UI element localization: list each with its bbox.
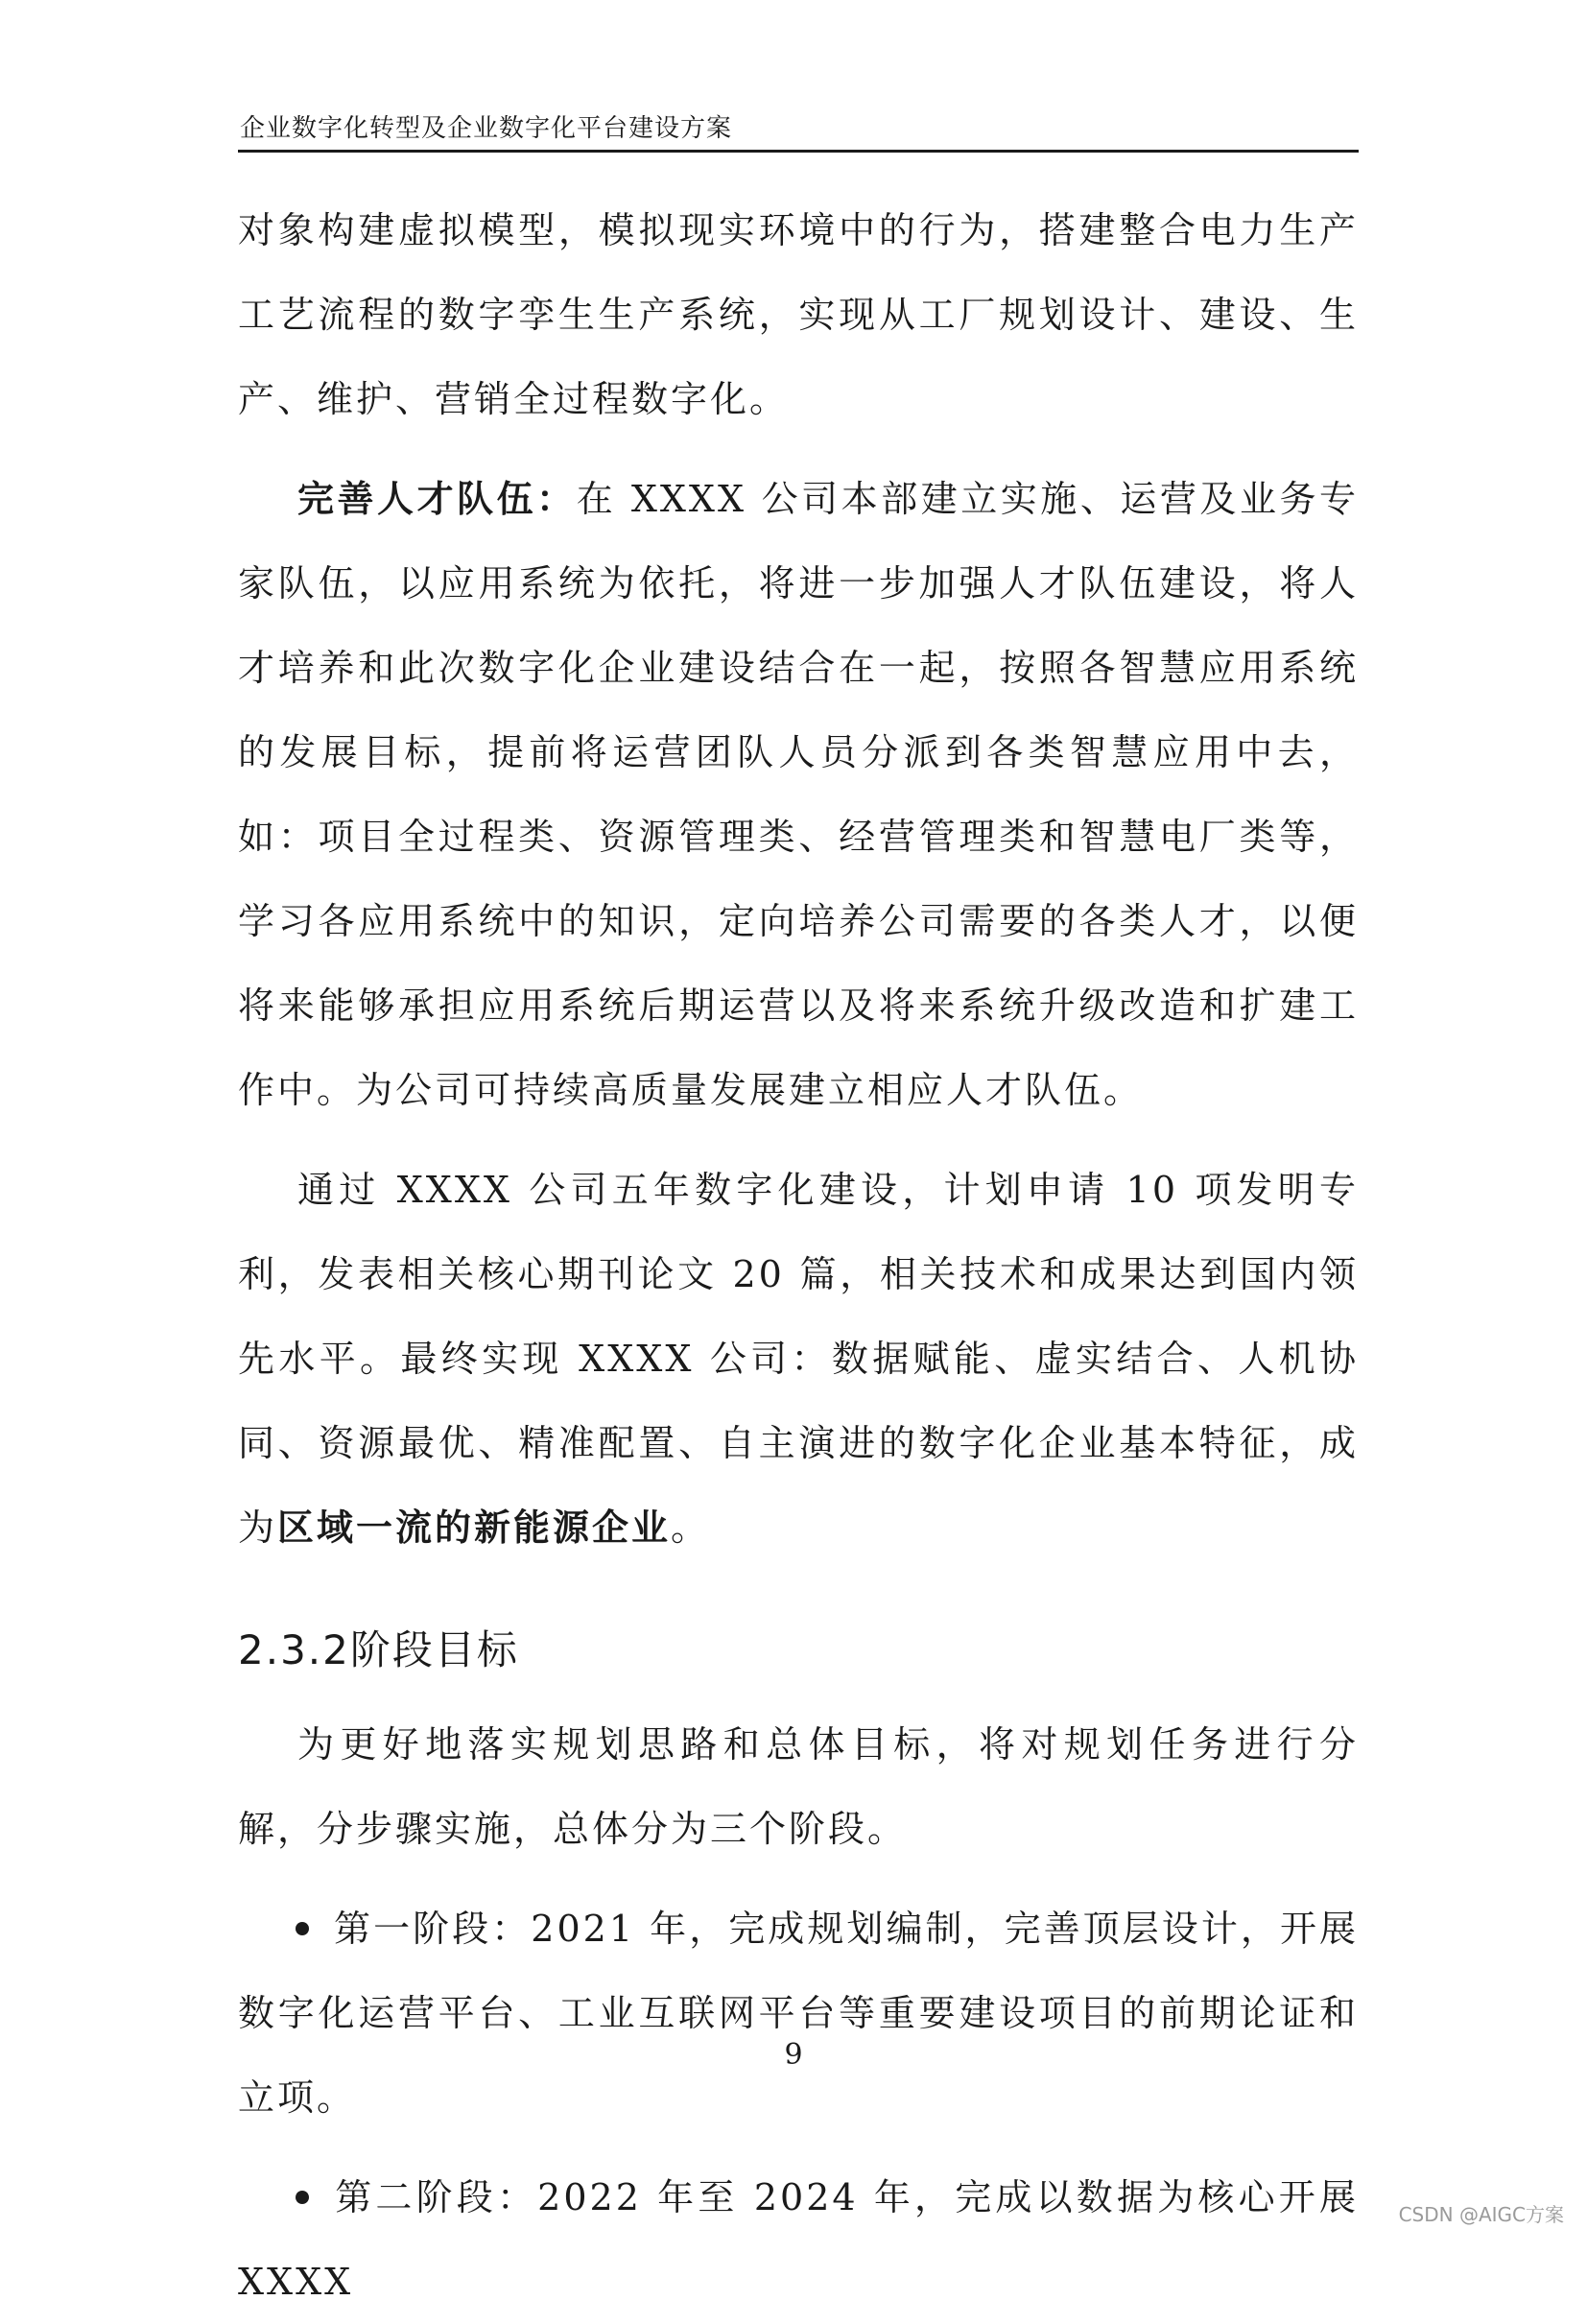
list-item-text: 第二阶段：2022 年至 2024 年，完成以数据为核心开展 XXXX	[238, 2176, 1359, 2303]
paragraph-goals-end: 。	[671, 1506, 711, 1549]
running-header	[238, 107, 1359, 153]
paragraph-talent-team	[238, 457, 1359, 1132]
paragraph-digital-twin: 对象构建虚拟模型，模拟现实环境中的行为，搭建整合电力生产工艺流程的数字孪生生产系统，实现从工厂规划设计、建设、生产、维护、营销全过程数字化。	[238, 209, 1359, 420]
section-intro: 为更好地落实规划思路和总体目标，将对规划任务进行分解，分步骤实施，总体分为三个阶段。	[238, 1723, 1359, 1850]
list-item	[238, 1886, 1359, 2140]
section-heading: 2.3.2阶段目标	[238, 1626, 519, 1673]
header-title: 企业数字化转型及企业数字化平台建设方案	[240, 114, 733, 143]
bullet-icon	[296, 1922, 309, 1935]
paragraph-goals-emphasis: 区域一流的新能源企业	[277, 1506, 672, 1549]
paragraph-goals-body: 通过 XXXX 公司五年数字化建设，计划申请 10 项发明专利，发表相关核心期刊论文 20 篇，相关技术和成果达到国内领先水平。最终实现 XXXX 公司：数据赋能、虚实结合、人机协同、资源最优、精准配置、自主演进的数字化企业基本特征，成为	[238, 1169, 1359, 1549]
watermark: CSDN @AIGC方案	[1398, 2203, 1564, 2226]
paragraph-lead-text: 完善人才队伍：	[297, 477, 577, 520]
list-item-text: 第一阶段：2021 年，完成规划编制，完善顶层设计，开展数字化运营平台、工业互联网平台等重要建设项目的前期论证和立项。	[238, 1908, 1359, 2119]
paragraph-goals	[238, 1148, 1359, 1570]
bullet-icon	[296, 2191, 309, 2204]
list-item	[238, 2155, 1359, 2324]
page-number: 9	[784, 2038, 803, 2072]
paragraph-talent-body: 在 XXXX 公司本部建立实施、运营及业务专家队伍，以应用系统为依托，将进一步加强人才队伍建设，将人才培养和此次数字化企业建设结合在一起，按照各智慧应用系统的发展目标，提前将运营团队人员分派到各类智慧应用中去，如：项目全过程类、资源管理类、经营管理类和智慧电厂类等，学习各应用系统中的知识，定向培养公司需要的各类人才，以便将来能够承担应用系统后期运营以及将来系统升级改造和扩建工作中。为公司可持续高质量发展建立相应人才队伍。	[238, 478, 1359, 1111]
page-body	[238, 188, 1359, 2324]
